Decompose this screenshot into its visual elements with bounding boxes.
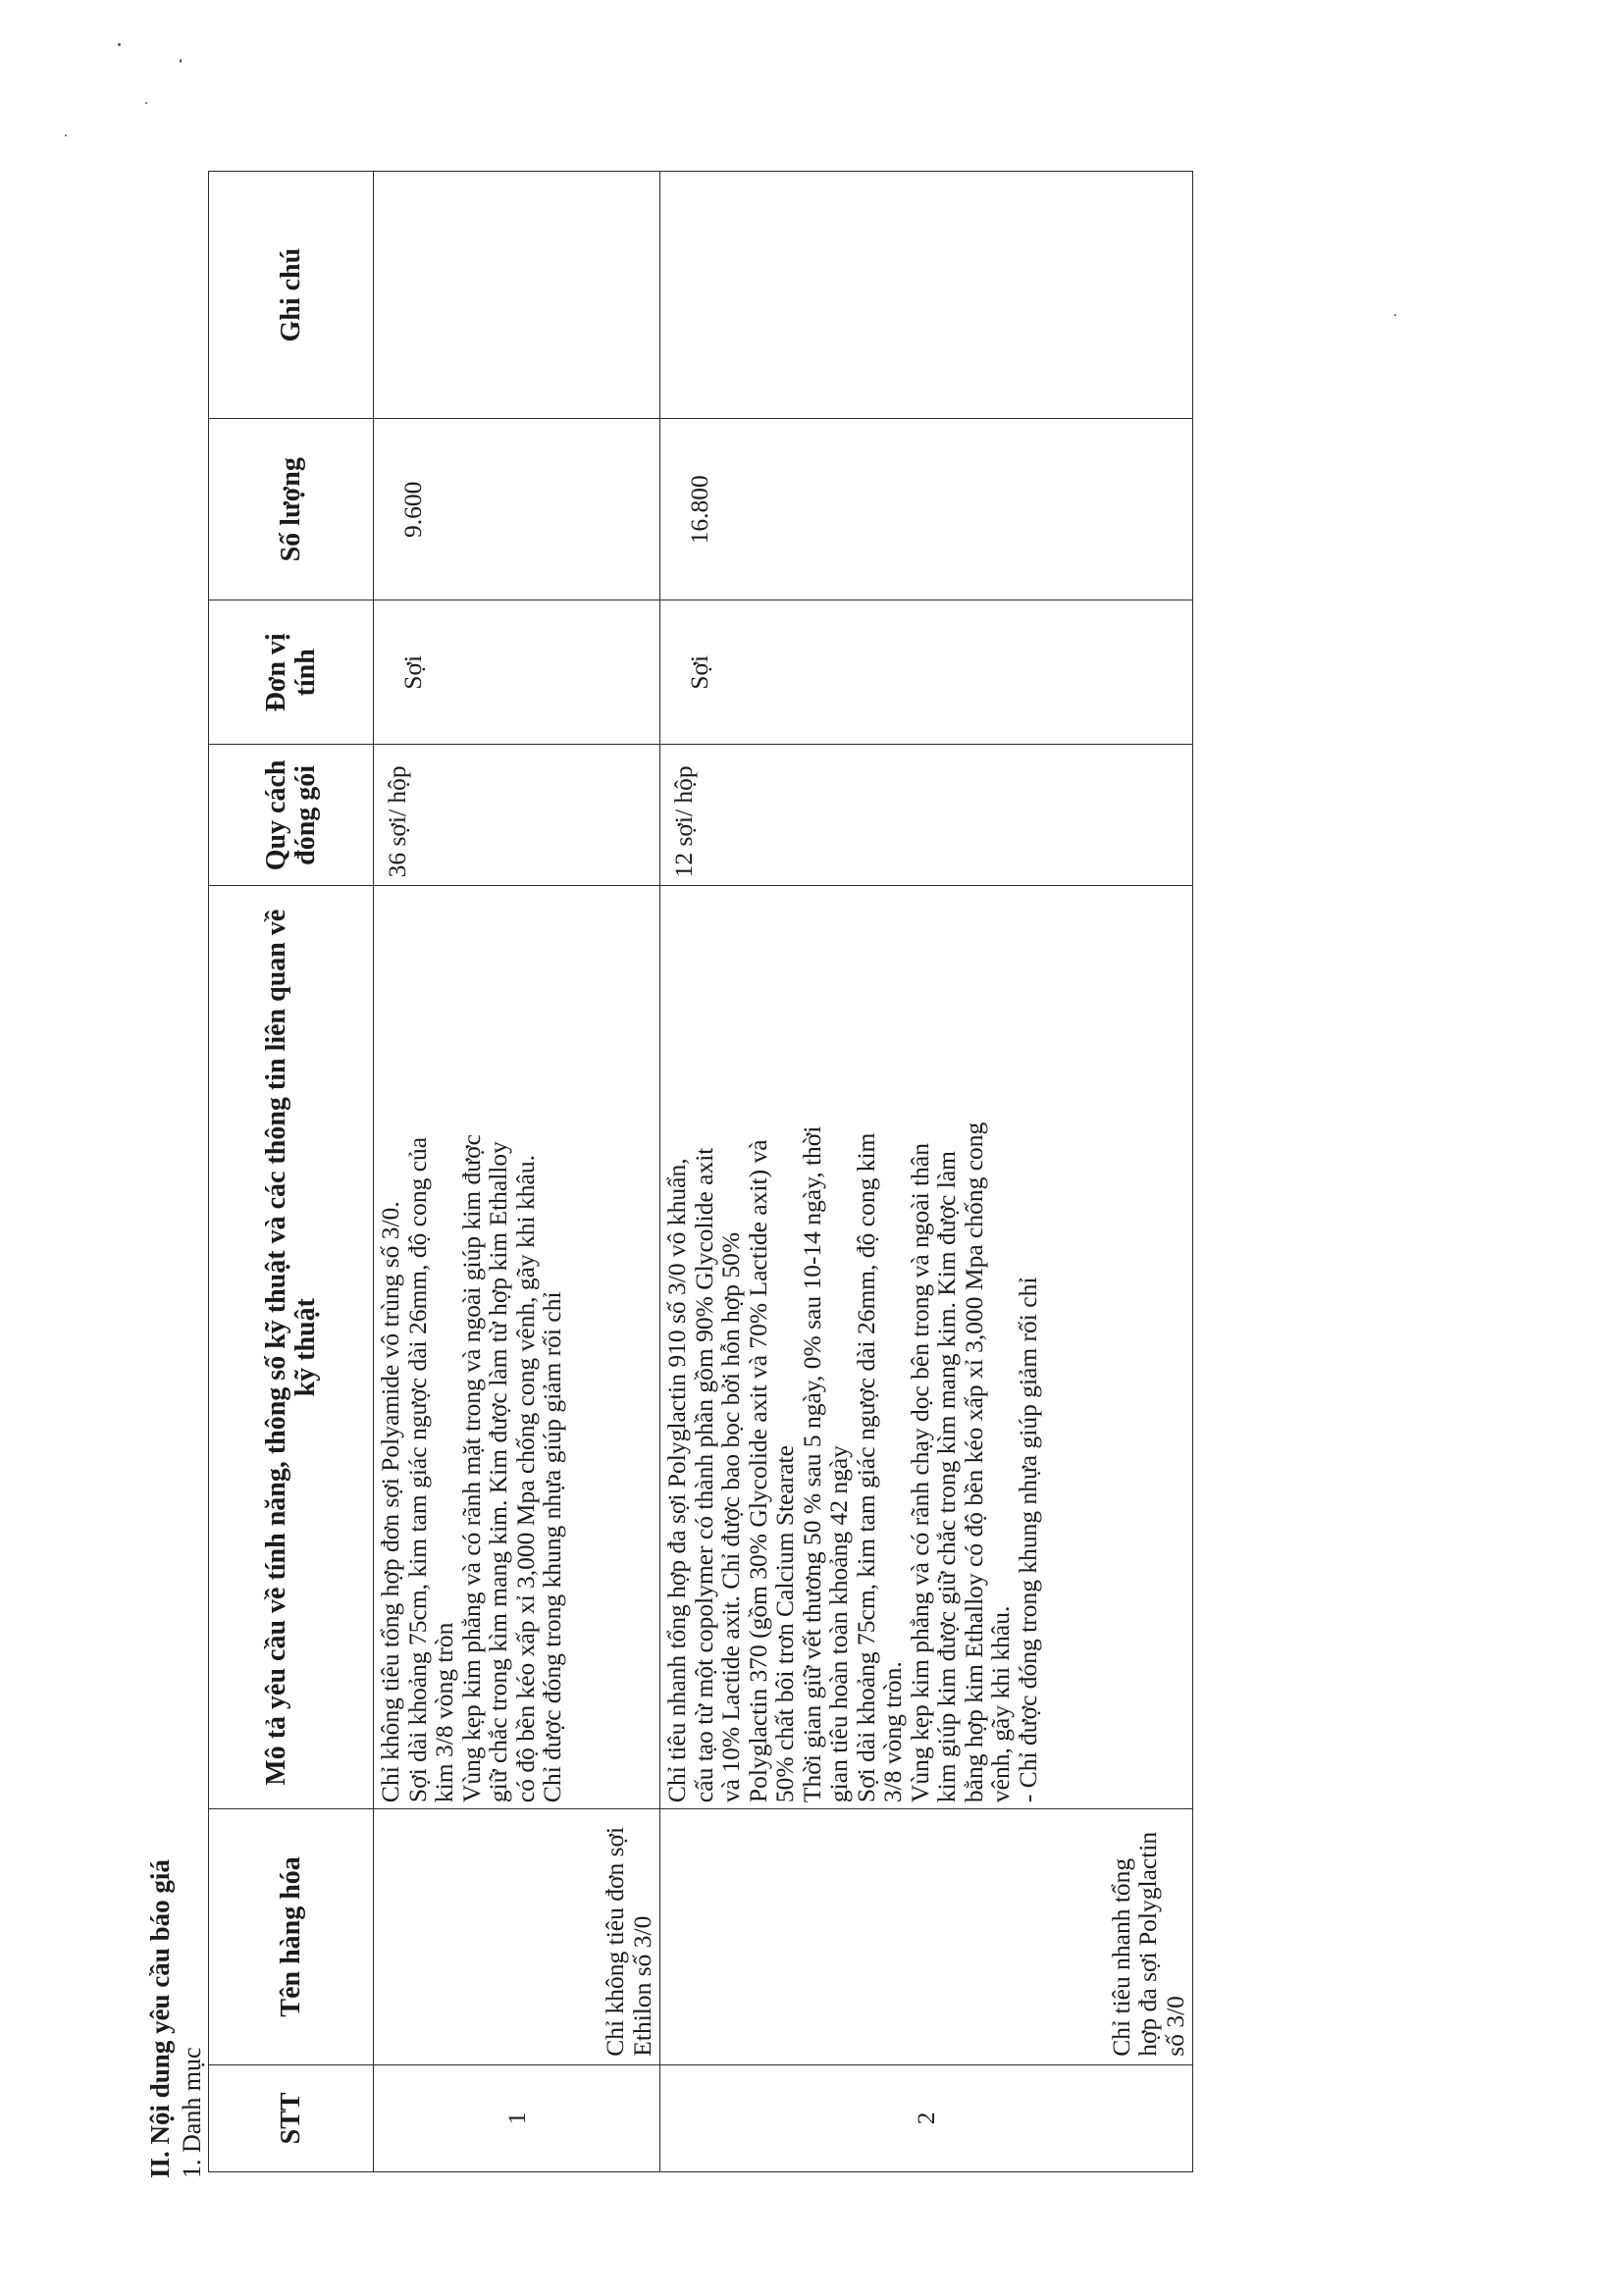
table-row [374, 172, 660, 2172]
header-stt: STT [209, 2064, 374, 2171]
description-line: Thời gian giữ vết thương 50 % sau 5 ngày, 0% sau 10-14 ngày, thời [797, 1125, 826, 1803]
table-header-row [209, 172, 374, 2172]
header-note: Ghi chú [209, 172, 374, 419]
section-subheading: 1. Danh mục [178, 2047, 206, 2178]
description-line: Chỉ không tiêu tổng hợp đơn sợi Polyamide vô trùng số 3/0. [376, 1201, 404, 1803]
description-line: 3/8 vòng tròn. [878, 1661, 907, 1803]
section-heading: II. Nội dung yêu cầu báo giá [145, 1859, 175, 2178]
cell-packaging: 12 sợi/ hộp [660, 745, 1193, 886]
description-line: Chỉ được đóng trong khung nhựa giúp giảm rối chỉ [538, 1291, 566, 1803]
cell-quantity: 9.600 [374, 419, 660, 600]
cell-packaging: 36 sợi/ hộp [374, 745, 660, 886]
description-line: cấu tạo từ một copolymer có thành phần gồm 90% Glycolide axit [689, 1147, 718, 1803]
header-description: Mô tả yêu cầu về tính năng, thông số kỹ thuật và các thông tin liên quan về kỹ thuật [209, 886, 374, 1809]
description-line: Sợi dài khoảng 75cm, kim tam giác ngược dài 26mm, độ cong kim [851, 1132, 880, 1803]
cell-quantity: 16.800 [660, 419, 1193, 600]
description-line: - Chỉ được đóng trong khung nhựa giúp giảm rối chỉ [1013, 1277, 1042, 1803]
cell-description [660, 886, 1193, 1809]
description-line: giữ chắc trong kìm mang kim. Kim được làm từ hợp kim Ethalloy [484, 1141, 512, 1803]
description-line: kim giúp kim được giữ chắc trong kìm mang kim. Kim được làm [932, 1151, 961, 1803]
cell-name: Chỉ tiêu nhanh tổng hợp đa sợi Polyglactin số 3/0 [660, 1809, 1193, 2065]
cell-note [374, 172, 660, 419]
description-line: Vùng kẹp kim phẳng và có rãnh chạy dọc bên trong và ngoài thân [905, 1143, 934, 1803]
cell-unit: Sợi [660, 600, 1193, 745]
description-line: vênh, gãy khi khâu. [986, 1605, 1015, 1803]
description-line: Sợi dài khoảng 75cm, kim tam giác ngược dài 26mm, độ cong của [402, 1136, 432, 1803]
cell-name: Chỉ không tiêu đơn sợi Ethilon số 3/0 [374, 1809, 660, 2065]
cell-stt: 2 [660, 2064, 1193, 2171]
cell-description [374, 886, 660, 1809]
description-line: Vùng kẹp kim phẳng và có rãnh mặt trong và ngoài giúp kim được [456, 1134, 486, 1803]
header-quantity: Số lượng [209, 419, 374, 600]
header-unit: Đơn vị tính [209, 600, 374, 745]
header-name: Tên hàng hóa [209, 1809, 374, 2065]
table-row [660, 172, 1193, 2172]
description-line: và 10% Lactide axit. Chỉ được bao bọc bởi hỗn hợp 50% [716, 1231, 745, 1803]
description-line: bằng hợp kim Ethalloy có độ bền kéo xấp xỉ 3,000 Mpa chống cong [959, 1122, 988, 1803]
description-line: 50% chất bôi trơn Calcium Stearate [770, 1445, 799, 1803]
header-packaging: Quy cách đóng gói [209, 745, 374, 886]
description-line: gian tiêu hoàn toàn khoảng 42 ngày [824, 1445, 853, 1803]
cell-unit: Sợi [374, 600, 660, 745]
description-line: có độ bền kéo xấp xỉ 3,000 Mpa chống cong vênh, gãy khi khâu. [510, 1155, 540, 1803]
cell-stt: 1 [374, 2064, 660, 2171]
description-line: kim 3/8 vòng tròn [430, 1622, 458, 1803]
description-line: Polyglactin 370 (gồm 30% Glycolide axit và 70% Lactide axit) và [743, 1139, 772, 1803]
description-line: Chỉ tiêu nhanh tổng hợp đa sợi Polyglactin 910 số 3/0 vô khuẩn, [662, 1158, 691, 1803]
quotation-table [208, 171, 1193, 2172]
cell-note [660, 172, 1193, 419]
